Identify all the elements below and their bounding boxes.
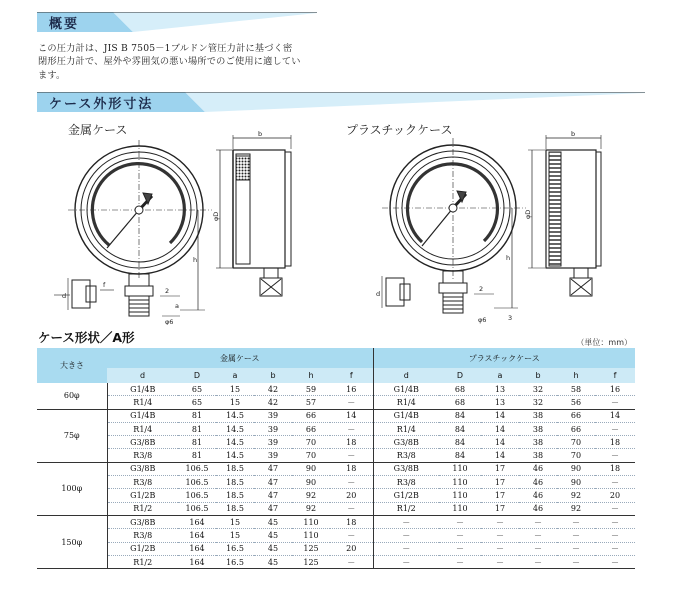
plastic-cell: G3/8B — [373, 436, 439, 449]
metal-cell: 47 — [254, 476, 292, 489]
column-header-plastic-2: a — [481, 368, 519, 383]
plastic-cell: 13 — [481, 396, 519, 409]
plastic-cell: － — [595, 396, 635, 409]
metal-cell: 47 — [254, 462, 292, 475]
plastic-cell: 38 — [519, 422, 557, 435]
plastic-cell: － — [557, 542, 595, 555]
metal-cell: 45 — [254, 529, 292, 542]
plastic-cell: － — [519, 555, 557, 568]
dim-label-h: h — [506, 254, 511, 262]
plastic-cell: 17 — [481, 462, 519, 475]
plastic-cell: 90 — [557, 462, 595, 475]
plastic-cell: G1/4B — [373, 409, 439, 422]
column-header-metal-5: f — [330, 368, 373, 383]
plastic-cell: 13 — [481, 383, 519, 396]
column-header-metal-3: b — [254, 368, 292, 383]
metal-cell: 18 — [330, 462, 373, 475]
dim-label-3: 3 — [508, 314, 513, 322]
metal-cell: 81 — [178, 449, 216, 462]
metal-cell: 59 — [292, 383, 330, 396]
plastic-cell: G1/4B — [373, 383, 439, 396]
table-row — [37, 383, 635, 396]
column-header-plastic-1: D — [439, 368, 481, 383]
table-row — [37, 515, 635, 528]
dim-label-b: b — [258, 130, 263, 138]
plastic-cell: 84 — [439, 409, 481, 422]
plastic-cell: － — [595, 476, 635, 489]
plastic-cell: 68 — [439, 396, 481, 409]
plastic-cell: 110 — [439, 476, 481, 489]
metal-cell: 18 — [330, 436, 373, 449]
section-header-dimensions — [37, 92, 645, 112]
plastic-case-label: プラスチックケース — [346, 123, 453, 137]
metal-cell: 16.5 — [216, 555, 254, 568]
metal-cell: － — [330, 449, 373, 462]
metal-cell: 14.5 — [216, 422, 254, 435]
metal-cell: 14.5 — [216, 449, 254, 462]
size-cell: 100φ — [37, 462, 107, 515]
plastic-cell: － — [481, 542, 519, 555]
intro-line: この圧力計は、JIS B 7505－1ブルドン管圧力計に基づく密 — [38, 43, 293, 54]
plastic-cell: － — [439, 542, 481, 555]
plastic-cell: 66 — [557, 409, 595, 422]
plastic-cell: 38 — [519, 409, 557, 422]
metal-cell: 45 — [254, 515, 292, 528]
plastic-cell: － — [595, 422, 635, 435]
dim-label-phi6: φ6 — [478, 316, 487, 324]
metal-cell: 39 — [254, 436, 292, 449]
plastic-cell: － — [557, 529, 595, 542]
metal-cell: 110 — [292, 515, 330, 528]
plastic-cell: 66 — [557, 422, 595, 435]
plastic-cell: 90 — [557, 476, 595, 489]
table-row — [37, 422, 635, 435]
plastic-cell: R3/8 — [373, 476, 439, 489]
dim-label-D: φD — [524, 209, 532, 219]
plastic-cell: 110 — [439, 489, 481, 502]
plastic-cell: － — [373, 529, 439, 542]
metal-cell: 18.5 — [216, 462, 254, 475]
plastic-cell: 84 — [439, 422, 481, 435]
table-row — [37, 489, 635, 502]
metal-cell: 81 — [178, 436, 216, 449]
metal-cell: R3/8 — [107, 529, 178, 542]
metal-cell: R1/4 — [107, 396, 178, 409]
plastic-cell: 14 — [481, 436, 519, 449]
table-row — [37, 449, 635, 462]
plastic-cell: － — [557, 515, 595, 528]
dim-label-2: 2 — [165, 287, 170, 295]
plastic-cell: － — [595, 449, 635, 462]
plastic-cell: － — [519, 515, 557, 528]
metal-case-label: 金属ケース — [68, 123, 128, 137]
metal-cell: 92 — [292, 502, 330, 515]
plastic-cell: 84 — [439, 436, 481, 449]
column-header-metal-1: D — [178, 368, 216, 383]
case-shape-title: ケース形状／A形 — [38, 330, 135, 345]
metal-cell: － — [330, 396, 373, 409]
metal-cell: 16.5 — [216, 542, 254, 555]
metal-cell: 42 — [254, 396, 292, 409]
plastic-cell: R3/8 — [373, 449, 439, 462]
metal-cell: G3/8B — [107, 462, 178, 475]
dim-label-D: φD — [212, 211, 220, 221]
metal-cell: 164 — [178, 529, 216, 542]
metal-cell: R1/2 — [107, 502, 178, 515]
plastic-cell: 84 — [439, 449, 481, 462]
metal-cell: 16 — [330, 383, 373, 396]
metal-cell: R3/8 — [107, 476, 178, 489]
plastic-cell: － — [373, 515, 439, 528]
size-cell: 60φ — [37, 383, 107, 409]
plastic-cell: － — [595, 555, 635, 568]
plastic-cell: 110 — [439, 462, 481, 475]
plastic-cell: G3/8B — [373, 462, 439, 475]
metal-cell: 65 — [178, 396, 216, 409]
plastic-cell: － — [595, 502, 635, 515]
column-header-plastic-3: b — [519, 368, 557, 383]
metal-cell: 81 — [178, 409, 216, 422]
metal-cell: 45 — [254, 555, 292, 568]
metal-cell: 70 — [292, 436, 330, 449]
plastic-cell: 46 — [519, 476, 557, 489]
metal-cell: 20 — [330, 489, 373, 502]
table-row — [37, 476, 635, 489]
metal-cell: 39 — [254, 422, 292, 435]
plastic-cell: 58 — [557, 383, 595, 396]
plastic-cell: 14 — [481, 449, 519, 462]
plastic-cell: 20 — [595, 489, 635, 502]
intro-line: ます。 — [38, 69, 66, 81]
dimension-table — [37, 348, 635, 569]
section-header-overview — [37, 12, 317, 32]
plastic-cell: 14 — [595, 409, 635, 422]
metal-cell: 57 — [292, 396, 330, 409]
plastic-cell: R1/4 — [373, 396, 439, 409]
size-cell: 150φ — [37, 515, 107, 568]
plastic-cell: － — [373, 555, 439, 568]
dim-label-2: 2 — [479, 285, 484, 293]
plastic-cell: 38 — [519, 449, 557, 462]
metal-cell: 47 — [254, 502, 292, 515]
metal-cell: － — [330, 555, 373, 568]
plastic-cell: G1/2B — [373, 489, 439, 502]
plastic-cell: － — [595, 542, 635, 555]
plastic-cell: － — [439, 529, 481, 542]
plastic-cell: － — [481, 529, 519, 542]
metal-cell: 15 — [216, 383, 254, 396]
metal-cell: 42 — [254, 383, 292, 396]
metal-cell: 15 — [216, 529, 254, 542]
metal-cell: － — [330, 502, 373, 515]
plastic-cell: 70 — [557, 436, 595, 449]
plastic-cell: － — [439, 555, 481, 568]
metal-cell: 39 — [254, 449, 292, 462]
metal-cell: 66 — [292, 409, 330, 422]
metal-cell: 92 — [292, 489, 330, 502]
dim-label-d: d — [376, 290, 381, 298]
column-header-metal-2: a — [216, 368, 254, 383]
metal-cell: 15 — [216, 396, 254, 409]
plastic-cell: 68 — [439, 383, 481, 396]
metal-cell: 66 — [292, 422, 330, 435]
column-header-metal-4: h — [292, 368, 330, 383]
metal-cell: 164 — [178, 542, 216, 555]
size-header: 大きさ — [37, 348, 107, 383]
column-header-plastic-4: h — [557, 368, 595, 383]
plastic-cell: 46 — [519, 462, 557, 475]
intro-paragraph — [38, 42, 338, 82]
metal-cell: 90 — [292, 476, 330, 489]
plastic-cell: 38 — [519, 436, 557, 449]
metal-cell: 164 — [178, 515, 216, 528]
dim-label-h: h — [193, 256, 198, 264]
plastic-cell: － — [519, 529, 557, 542]
plastic-cell: 17 — [481, 502, 519, 515]
table-row — [37, 436, 635, 449]
metal-case-drawing — [40, 130, 320, 325]
column-header-metal-0: d — [107, 368, 178, 383]
plastic-cell: － — [595, 529, 635, 542]
plastic-cell: 56 — [557, 396, 595, 409]
plastic-cell: 18 — [595, 462, 635, 475]
metal-cell: 110 — [292, 529, 330, 542]
plastic-cell: 17 — [481, 489, 519, 502]
plastic-cell: － — [519, 542, 557, 555]
metal-cell: G1/2B — [107, 489, 178, 502]
plastic-cell: 14 — [481, 422, 519, 435]
plastic-cell: 110 — [439, 502, 481, 515]
metal-cell: 164 — [178, 555, 216, 568]
column-header-plastic-0: d — [373, 368, 439, 383]
metal-cell: 65 — [178, 383, 216, 396]
plastic-cell: 46 — [519, 489, 557, 502]
metal-cell: R1/4 — [107, 422, 178, 435]
metal-cell: 125 — [292, 542, 330, 555]
dim-label-phi6: φ6 — [165, 318, 174, 325]
dim-label-d: d — [62, 292, 67, 300]
metal-cell: 90 — [292, 462, 330, 475]
metal-cell: 70 — [292, 449, 330, 462]
metal-cell: G3/8B — [107, 515, 178, 528]
metal-cell: 106.5 — [178, 502, 216, 515]
metal-cell: 106.5 — [178, 476, 216, 489]
dim-label-b: b — [571, 130, 576, 138]
plastic-cell: 32 — [519, 396, 557, 409]
table-row — [37, 529, 635, 542]
metal-cell: R3/8 — [107, 449, 178, 462]
metal-cell: 125 — [292, 555, 330, 568]
plastic-cell: － — [373, 542, 439, 555]
plastic-cell: R1/4 — [373, 422, 439, 435]
plastic-cell: 18 — [595, 436, 635, 449]
table-row — [37, 542, 635, 555]
plastic-cell: 14 — [481, 409, 519, 422]
metal-cell: 15 — [216, 515, 254, 528]
column-header-plastic-5: f — [595, 368, 635, 383]
plastic-cell: 32 — [519, 383, 557, 396]
plastic-cell: － — [595, 515, 635, 528]
table-row — [37, 555, 635, 568]
metal-cell: 20 — [330, 542, 373, 555]
plastic-cell: － — [481, 515, 519, 528]
metal-cell: G3/8B — [107, 436, 178, 449]
section-title-overview: 概要 — [49, 17, 80, 32]
metal-cell: 106.5 — [178, 489, 216, 502]
metal-cell: 39 — [254, 409, 292, 422]
plastic-cell: － — [557, 555, 595, 568]
plastic-cell: R1/2 — [373, 502, 439, 515]
metal-cell: 14 — [330, 409, 373, 422]
plastic-case-group-header: プラスチックケース — [373, 348, 635, 368]
metal-case-group-header: 金属ケース — [107, 348, 373, 368]
metal-cell: 14.5 — [216, 409, 254, 422]
plastic-cell: － — [439, 515, 481, 528]
metal-cell: 18.5 — [216, 502, 254, 515]
metal-cell: G1/4B — [107, 409, 178, 422]
table-row — [37, 462, 635, 475]
table-row — [37, 502, 635, 515]
plastic-cell: 92 — [557, 502, 595, 515]
plastic-cell: － — [481, 555, 519, 568]
metal-cell: － — [330, 529, 373, 542]
dim-label-a: a — [175, 302, 179, 310]
section-title-dimensions: ケース外形寸法 — [49, 97, 154, 112]
intro-line: 閉形圧力計で、屋外や雰囲気の悪い場所でのご使用に適してい — [38, 56, 301, 68]
metal-cell: R1/2 — [107, 555, 178, 568]
metal-cell: 106.5 — [178, 462, 216, 475]
metal-cell: 14.5 — [216, 436, 254, 449]
plastic-cell: 16 — [595, 383, 635, 396]
unit-note: （単位：mm） — [576, 338, 632, 347]
metal-cell: － — [330, 476, 373, 489]
plastic-cell: 17 — [481, 476, 519, 489]
metal-cell: 18.5 — [216, 476, 254, 489]
table-row — [37, 409, 635, 422]
metal-cell: 45 — [254, 542, 292, 555]
plastic-case-drawing — [360, 130, 640, 325]
metal-cell: 18.5 — [216, 489, 254, 502]
metal-cell: G1/2B — [107, 542, 178, 555]
dim-label-f: f — [103, 281, 106, 289]
metal-cell: 18 — [330, 515, 373, 528]
metal-cell: G1/4B — [107, 383, 178, 396]
size-cell: 75φ — [37, 409, 107, 462]
metal-cell: 47 — [254, 489, 292, 502]
plastic-cell: 46 — [519, 502, 557, 515]
table-row — [37, 396, 635, 409]
plastic-cell: 92 — [557, 489, 595, 502]
metal-cell: 81 — [178, 422, 216, 435]
metal-cell: － — [330, 422, 373, 435]
plastic-cell: 70 — [557, 449, 595, 462]
